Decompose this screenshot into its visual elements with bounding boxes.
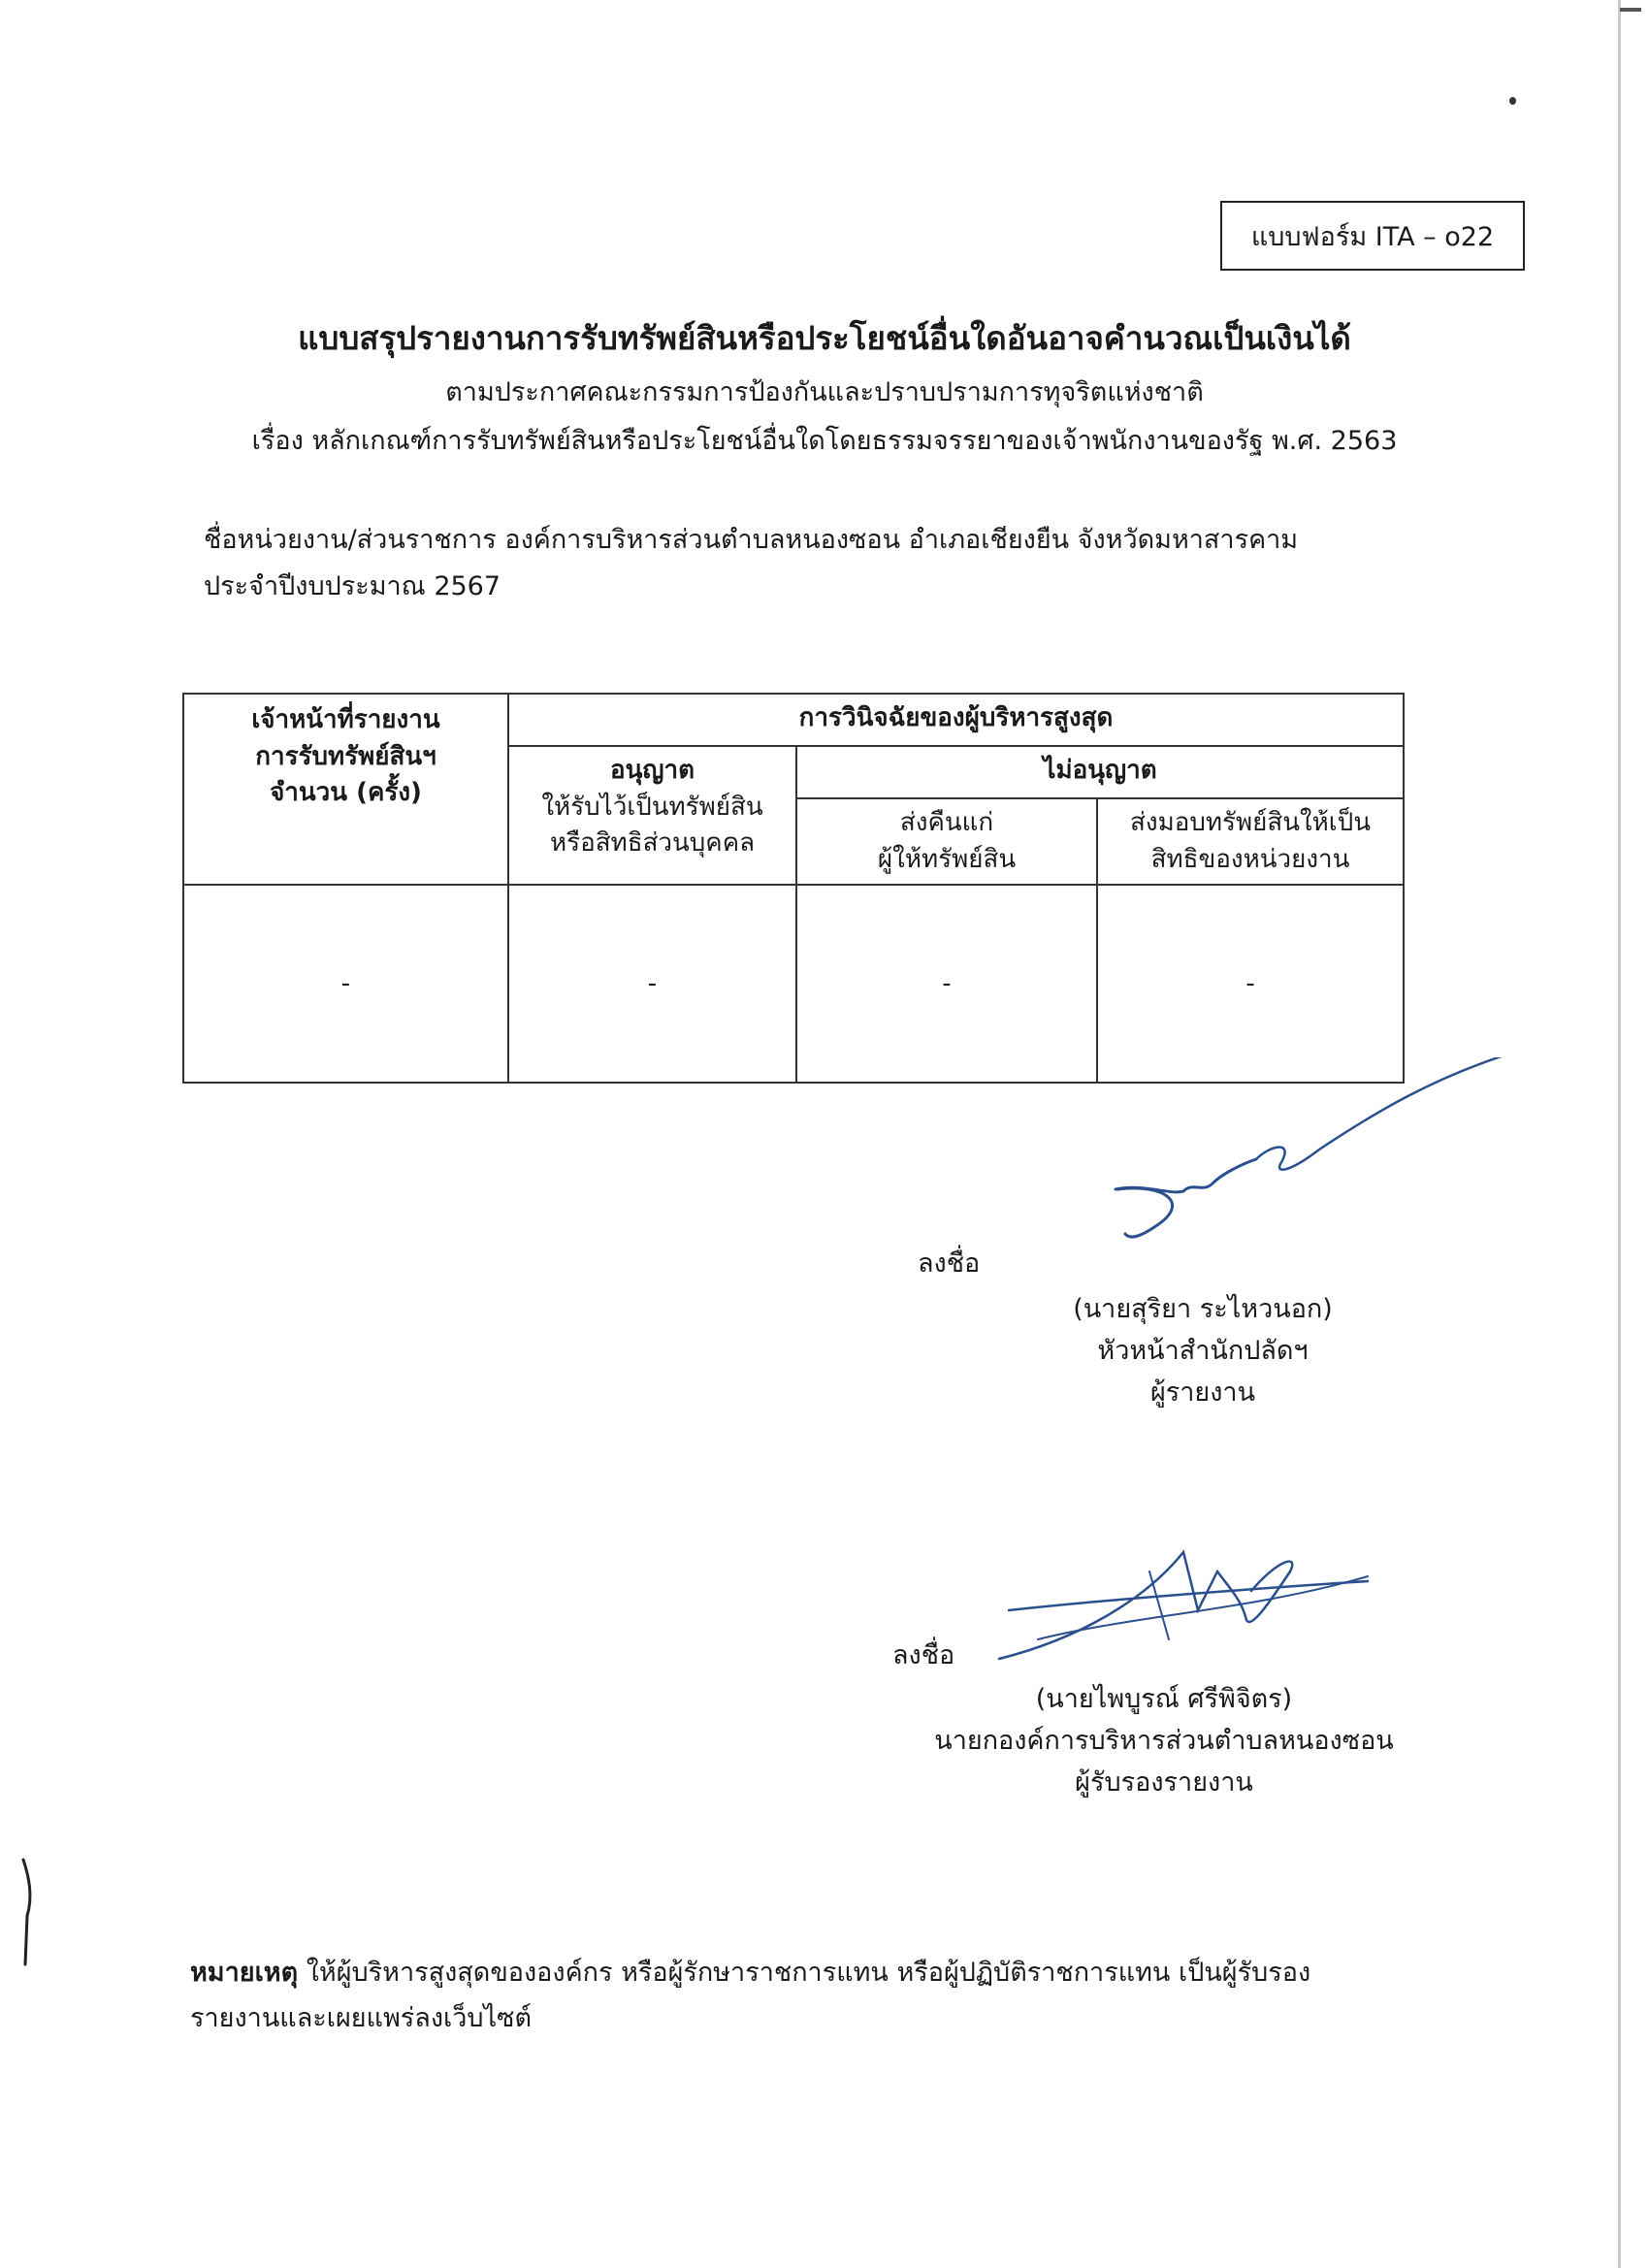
certifier-position: นายกองค์การบริหารส่วนตำบลหนองซอน (934, 1726, 1394, 1757)
note-label: หมายเหตุ (190, 1958, 299, 1988)
value-transfer: - (1097, 885, 1404, 1083)
header-officer-line2: การรับทรัพย์สินฯ (255, 741, 436, 771)
scan-corner-mark (1620, 8, 1641, 12)
table-row (183, 885, 1404, 1083)
header-decision: การวินิจฉัยของผู้บริหารสูงสุด (508, 694, 1404, 746)
certifier-role: ผู้รับรองรายงาน (1075, 1767, 1253, 1798)
scan-speck (1509, 97, 1516, 105)
approve-line1: ให้รับไว้เป็นทรัพย์สิน (541, 792, 763, 822)
page-subtitle: ตามประกาศคณะกรรมการป้องกันและปราบปรามการทุจริตแห่งชาติ (445, 377, 1204, 407)
page-title: แบบสรุปรายงานการรับทรัพย์สินหรือประโยชน์อื่นใดอันอาจคำนวณเป็นเงินได้ (298, 319, 1351, 357)
agency-line: ชื่อหน่วยงาน/ส่วนราชการ องค์การบริหารส่วนตำบลหนองซอน อำเภอเชียงยืน จังหวัดมหาสารคาม (204, 525, 1299, 555)
reporter-name: (นายสุริยา ระไหวนอก) (1073, 1294, 1333, 1324)
header-officer-line3: จำนวน (ครั้ง) (270, 778, 422, 808)
approve-title: อนุญาต (609, 756, 695, 785)
header-approve (508, 746, 796, 885)
value-approve: - (508, 885, 796, 1083)
return-line2: ผู้ให้ทรัพย์สิน (877, 844, 1017, 874)
header-return (796, 798, 1097, 885)
note (190, 1950, 1461, 2042)
transfer-line2: สิทธิของหน่วยงาน (1150, 844, 1350, 874)
reporter-role: ผู้รายงาน (1149, 1377, 1256, 1409)
approve-line2: หรือสิทธิส่วนบุคคล (549, 828, 756, 859)
certifier-sign-label: ลงชื่อ (892, 1640, 955, 1670)
certifier-block (873, 1678, 1455, 1804)
header-transfer (1097, 798, 1404, 885)
form-code-box: แบบฟอร์ม ITA – o22 (1220, 201, 1525, 271)
note-text: ให้ผู้บริหารสูงสุดขององค์กร หรือผู้รักษาราชการแทน หรือผู้ปฏิบัติราชการแทน เป็นผู้รับรอง (306, 1958, 1311, 1988)
regulation-subject: เรื่อง หลักเกณฑ์การรับทรัพย์สินหรือประโยชน์อื่นใดโดยธรรมจรรยาของเจ้าพนักงานของรัฐ พ.ศ. 2563 (251, 426, 1398, 456)
reporter-signature (1086, 1057, 1533, 1271)
fiscal-year-line: ประจำปีงบประมาณ 2567 (204, 571, 501, 601)
note-text-2: รายงานและเผยแพร่ลงเว็บไซต์ (190, 2003, 533, 2034)
report-table (182, 693, 1405, 1084)
header-officer-line1: เจ้าหน้าที่รายงาน (251, 705, 440, 734)
reporter-block (970, 1288, 1436, 1414)
value-officer-count: - (183, 885, 508, 1083)
margin-mark (17, 1858, 37, 1974)
header-officer-report (183, 694, 508, 885)
header-deny: ไม่อนุญาต (796, 746, 1404, 798)
certifier-name: (นายไพบูรณ์ ศรีพิจิตร) (1035, 1684, 1293, 1714)
value-return: - (796, 885, 1097, 1083)
transfer-line1: ส่งมอบทรัพย์สินให้เป็น (1130, 808, 1371, 837)
return-line1: ส่งคืนแก่ (899, 808, 994, 837)
reporter-position: หัวหน้าสำนักปลัดฯ (1097, 1336, 1309, 1367)
certifier-signature (980, 1533, 1387, 1688)
reporter-sign-label: ลงชื่อ (918, 1248, 981, 1279)
